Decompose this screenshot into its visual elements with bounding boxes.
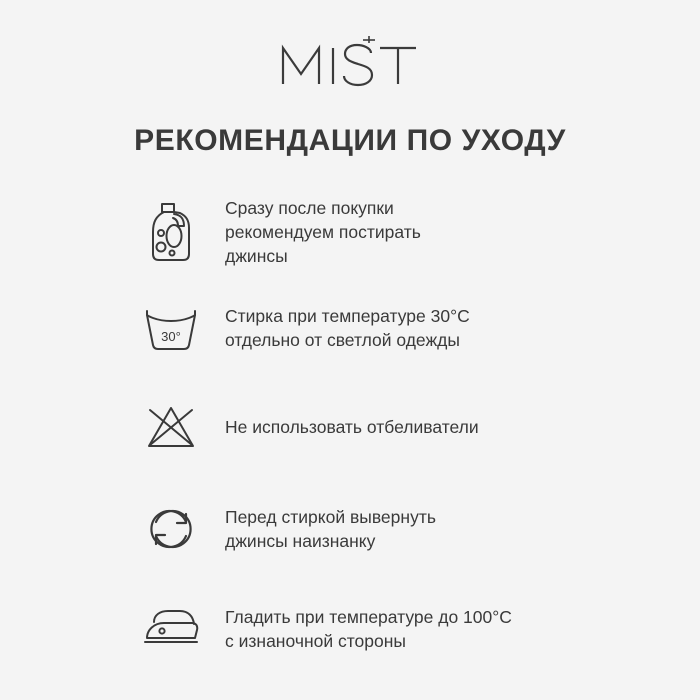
brand-wordmark (275, 34, 425, 92)
list-item-text (209, 396, 479, 458)
list-item (133, 396, 603, 468)
care-text-line: рекомендуем постирать (225, 222, 421, 243)
care-text-line: Сразу после покупки (225, 198, 394, 218)
brand-logo-icon (275, 34, 425, 92)
care-text-line: Перед стиркой вывернуть (225, 507, 436, 528)
list-item-text (209, 196, 421, 268)
care-text-line: с изнаночной стороны (225, 631, 406, 652)
do-not-bleach-icon (133, 396, 209, 458)
list-item (133, 496, 603, 568)
list-item-text (209, 496, 436, 562)
list-item-text (209, 596, 512, 662)
care-text-line: джинсы (225, 246, 288, 267)
brand-logo (0, 34, 700, 97)
care-text-line: отдельно от светлой одежды (225, 330, 460, 351)
turn-inside-out-icon (133, 496, 209, 562)
list-item (133, 196, 603, 268)
care-text-line: Не использовать отбеливатели (225, 417, 479, 438)
care-text-line: Стирка при температуре 30°С (225, 306, 470, 327)
list-item (133, 596, 603, 668)
care-text-line: Гладить при температуре до 100°С (225, 607, 512, 628)
care-text-line: джинсы наизнанку (225, 531, 376, 552)
page-title: РЕКОМЕНДАЦИИ ПО УХОДУ (134, 124, 566, 157)
detergent-bottle-icon (133, 196, 209, 268)
wash-tub-30-icon (133, 296, 209, 360)
list-item-text (209, 296, 470, 360)
iron-icon (133, 596, 209, 662)
care-instructions-list (133, 196, 603, 668)
list-item (133, 296, 603, 368)
wash-temperature-label: 30° (161, 329, 181, 345)
